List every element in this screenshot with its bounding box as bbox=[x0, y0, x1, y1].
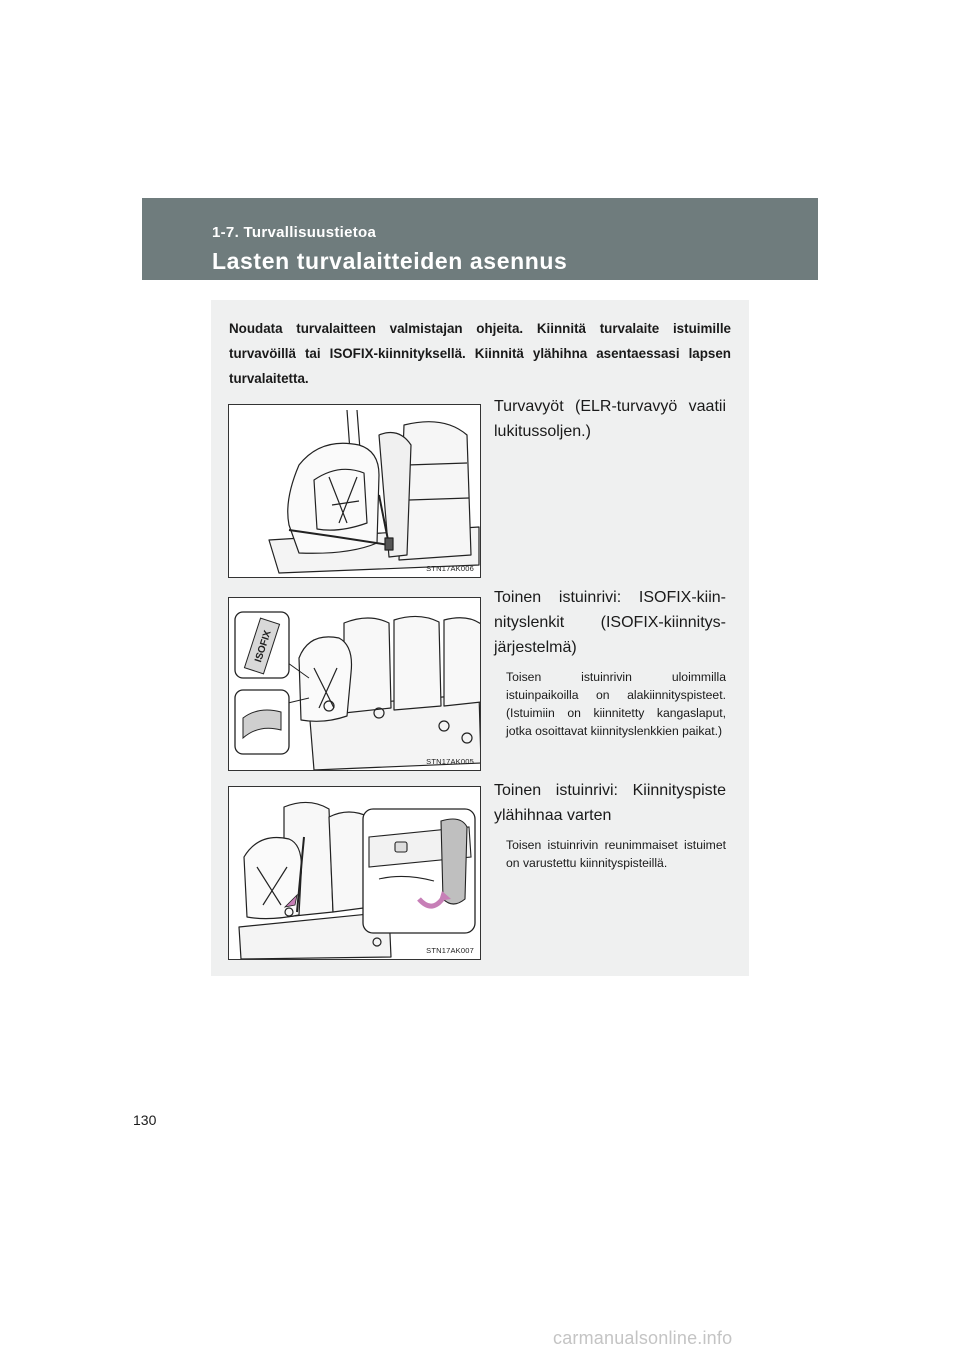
content-box bbox=[211, 300, 749, 976]
page-title: Lasten turvalaitteiden asennus bbox=[212, 248, 568, 274]
item-seatbelts bbox=[494, 394, 726, 444]
page-number: 130 bbox=[133, 1112, 157, 1128]
watermark: carmanualsonline.info bbox=[553, 1328, 733, 1348]
isofix-tag-label: ISOFIX bbox=[253, 629, 274, 664]
figure-seatbelt-child-seat bbox=[228, 404, 481, 578]
item-isofix bbox=[494, 585, 726, 740]
item-body: Toisen istuinrivin reunimmaiset istuimet on varustettu kiinnityspisteillä. bbox=[506, 838, 726, 870]
figure-top-tether bbox=[228, 786, 481, 960]
figure-code: STN17AK005 bbox=[426, 757, 474, 766]
header-band bbox=[142, 198, 818, 280]
section-label: 1-7. Turvallisuustietoa bbox=[212, 224, 377, 241]
item-heading: Turvavyöt (ELR-turvavyö vaatii lukitussoljen.) bbox=[494, 398, 726, 440]
item-heading: Toinen istuinrivi: Kiinnityspiste ylähihnaa varten bbox=[494, 782, 726, 824]
item-top-tether bbox=[494, 778, 726, 872]
item-body: Toisen istuinrivin uloimmilla istuinpaikoilla on alakiinnityspisteet. (Istuimiin on kiinnitetty kangaslaput, jotka osoittavat kiinnityslenkkien paikat.) bbox=[506, 670, 726, 738]
figure-isofix-anchors bbox=[228, 597, 481, 771]
isofix-illustration bbox=[229, 598, 481, 771]
seatbelt-illustration bbox=[229, 405, 481, 578]
top-tether-illustration bbox=[229, 787, 481, 960]
item-heading: Toinen istuinrivi: ISOFIX-kiinnityslenkit (ISOFIX-kiinnitysjärjestelmä) bbox=[494, 589, 726, 656]
intro-paragraph: Noudata turvalaitteen valmistajan ohjeita. Kiinnitä turvalaite istuimille turvavöillä tai ISOFIX-kiinnityksellä. Kiinnitä ylähihna asentaessasi lapsen turvalaitetta. bbox=[229, 321, 731, 386]
figure-code: STN17AK006 bbox=[426, 564, 474, 573]
figure-code: STN17AK007 bbox=[426, 946, 474, 955]
